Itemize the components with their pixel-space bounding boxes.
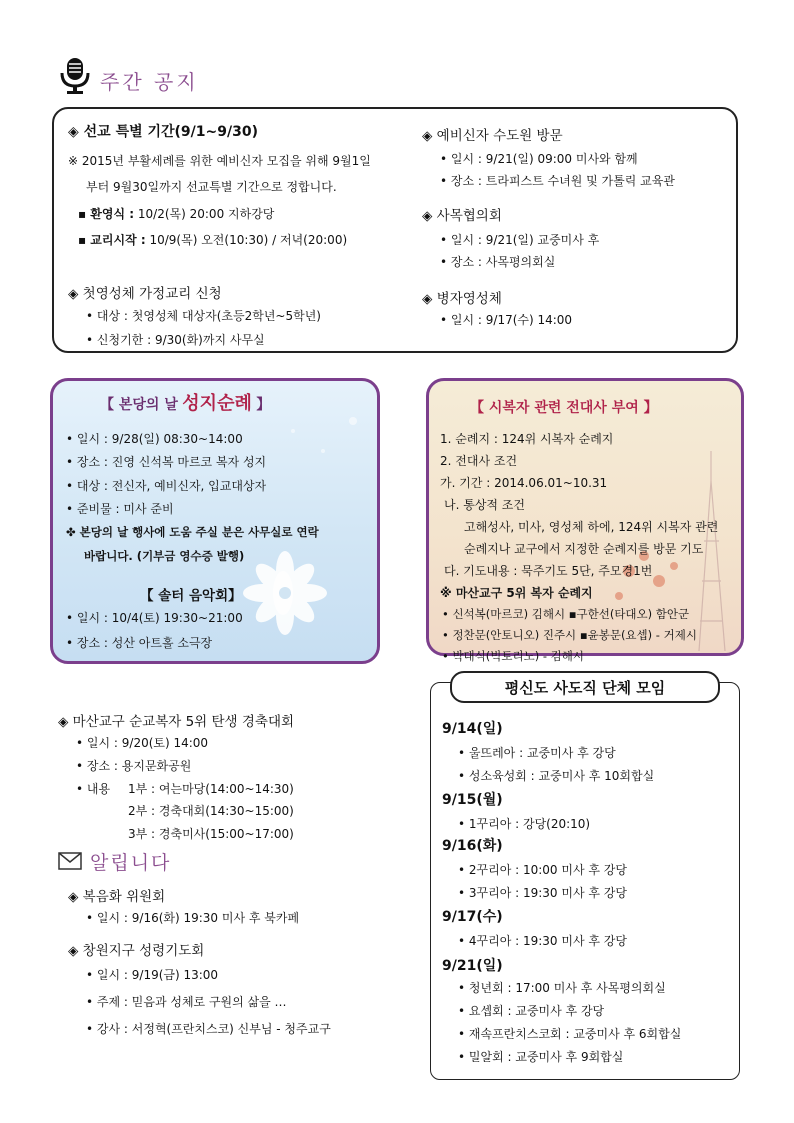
meeting-item: • 울뜨레아 : 교중미사 후 강당 xyxy=(458,744,616,761)
indulgence-title: 【 시복자 관련 전대사 부여 】 xyxy=(470,400,658,416)
mission-note: 부터 9월30일까지 선교특별 기간으로 정합니다. xyxy=(86,180,337,194)
list-item: • 장소 : 사목평의회실 xyxy=(440,253,555,270)
list-item: • 내용 xyxy=(76,780,110,797)
concert-title: 【 솔터 음악회】 xyxy=(140,588,242,604)
celebration-heading: ◈ 마산교구 순교복자 5위 탄생 경축대회 xyxy=(58,714,295,730)
pilgrimage-title: 【 본당의 날 성지순례 】 xyxy=(100,393,271,414)
indulgence-line: • 정찬문(안토니오) 진주시 ▪윤봉문(요셉) - 거제시 xyxy=(442,627,697,643)
prayer-heading: ◈ 창원지구 성령기도회 xyxy=(68,943,205,959)
program-part: 2부 : 경축대회(14:30~15:00) xyxy=(128,804,294,818)
list-item: • 장소 : 진영 신석복 마르코 복자 성지 xyxy=(66,453,266,470)
indulgence-line: 고해성사, 미사, 영성체 하에, 124위 시복자 관련 xyxy=(464,520,719,534)
meeting-item: • 청년회 : 17:00 미사 후 사목평의회실 xyxy=(458,979,666,996)
list-item: • 준비물 : 미사 준비 xyxy=(66,500,174,517)
meetings-title: 평신도 사도직 단체 모임 xyxy=(450,671,720,703)
meeting-item: • 2꾸리아 : 10:00 미사 후 강당 xyxy=(458,861,627,878)
program-part: 1부 : 여는마당(14:00~14:30) xyxy=(128,782,294,796)
indulgence-line: 1. 순례지 : 124위 시복자 순례지 xyxy=(440,432,614,446)
meeting-date: 9/17(수) xyxy=(442,909,503,925)
indulgence-line: 2. 전대사 조건 xyxy=(440,454,518,468)
meeting-item: • 재속프란치스코회 : 교중미사 후 6회합실 xyxy=(458,1025,681,1042)
indulgence-line: ※ 마산교구 5위 복자 순례지 xyxy=(440,586,593,600)
meeting-item: • 성소육성회 : 교중미사 후 10회합실 xyxy=(458,767,654,784)
communion-heading: ◈ 첫영성체 가정교리 신청 xyxy=(68,286,222,302)
list-item: • 일시 : 9/17(수) 14:00 xyxy=(440,311,572,328)
indulgence-line: 다. 기도내용 : 묵주기도 5단, 주모경1번 xyxy=(444,564,653,578)
meeting-date: 9/16(화) xyxy=(442,838,503,854)
indulgence-line: • 신석복(마르코) 김해시 ▪구한선(타대오) 함안군 xyxy=(442,606,689,622)
list-item: • 강사 : 서정혁(프란치스코) 신부님 - 청주교구 xyxy=(86,1020,331,1037)
list-item: • 일시 : 9/28(일) 08:30~14:00 xyxy=(66,430,243,447)
mission-heading: ◈ 선교 특별 기간(9/1~9/30) xyxy=(68,124,258,140)
list-item: • 신청기한 : 9/30(화)까지 사무실 xyxy=(86,331,265,348)
indulgence-line: 가. 기간 : 2014.06.01~10.31 xyxy=(440,476,608,490)
mission-note: ※ 2015년 부활세례를 위한 예비신자 모집을 위해 9월1일 xyxy=(68,154,371,168)
notices-title: 알립니다 xyxy=(90,852,172,874)
page-title: 주간 공지 xyxy=(100,70,199,94)
meeting-item: • 요셉회 : 교중미사 후 강당 xyxy=(458,1002,604,1019)
indulgence-line: 순례지나 교구에서 지정한 순례지를 방문 기도 xyxy=(464,542,704,556)
list-item: • 대상 : 첫영성체 대상자(초등2학년~5학년) xyxy=(86,307,321,324)
meeting-item: • 밀알회 : 교중미사 후 9회합실 xyxy=(458,1048,623,1065)
sick-heading: ◈ 병자영성체 xyxy=(422,291,502,307)
microphone-icon xyxy=(58,56,92,96)
class-value: 10/9(목) 오전(10:30) / 저녁(20:00) xyxy=(149,233,348,247)
meetings-box xyxy=(430,682,740,1080)
list-item: • 일시 : 9/16(화) 19:30 미사 후 북카페 xyxy=(86,909,299,926)
pilgrimage-note: 바랍니다. (기부금 영수증 발행) xyxy=(84,549,245,563)
welcome-label: ▪ 환영식 : xyxy=(78,207,135,221)
list-item: • 장소 : 트라피스트 수녀원 및 가톨릭 교육관 xyxy=(440,172,675,189)
pilgrimage-note: ✤ 본당의 날 행사에 도움 주실 분은 사무실로 연락 xyxy=(66,525,319,539)
meeting-item: • 3꾸리아 : 19:30 미사 후 강당 xyxy=(458,884,627,901)
list-item: • 일시 : 9/19(금) 13:00 xyxy=(86,966,218,983)
list-item: • 장소 : 용지문화공원 xyxy=(76,757,191,774)
list-item: • 일시 : 10/4(토) 19:30~21:00 xyxy=(66,609,243,626)
list-item: • 일시 : 9/21(일) 교중미사 후 xyxy=(440,231,599,248)
meeting-item: • 1꾸리아 : 강당(20:10) xyxy=(458,815,590,832)
list-item: • 일시 : 9/21(일) 09:00 미사와 함께 xyxy=(440,150,638,167)
monastery-heading: ◈ 예비신자 수도원 방문 xyxy=(422,128,563,144)
meeting-date: 9/15(월) xyxy=(442,792,503,808)
meeting-date: 9/21(일) xyxy=(442,958,503,974)
indulgence-line: • 박대식(빅토리노) - 김해시 xyxy=(442,648,584,664)
envelope-icon xyxy=(58,852,82,870)
program-part: 3부 : 경축미사(15:00~17:00) xyxy=(128,827,294,841)
evangel-heading: ◈ 복음화 위원회 xyxy=(68,889,166,905)
indulgence-line: 나. 통상적 조건 xyxy=(444,498,525,512)
list-item: • 주제 : 믿음과 성체로 구원의 삶을 … xyxy=(86,993,287,1010)
class-label: ▪ 교리시작 : xyxy=(78,233,146,247)
welcome-value: 10/2(목) 20:00 지하강당 xyxy=(137,207,275,221)
list-item: • 일시 : 9/20(토) 14:00 xyxy=(76,734,208,751)
list-item: • 장소 : 성산 아트홀 소극장 xyxy=(66,634,212,651)
meeting-item: • 4꾸리아 : 19:30 미사 후 강당 xyxy=(458,932,627,949)
list-item: • 대상 : 전신자, 예비신자, 입교대상자 xyxy=(66,477,266,494)
pastoral-heading: ◈ 사목협의회 xyxy=(422,208,502,224)
meeting-date: 9/14(일) xyxy=(442,721,503,737)
